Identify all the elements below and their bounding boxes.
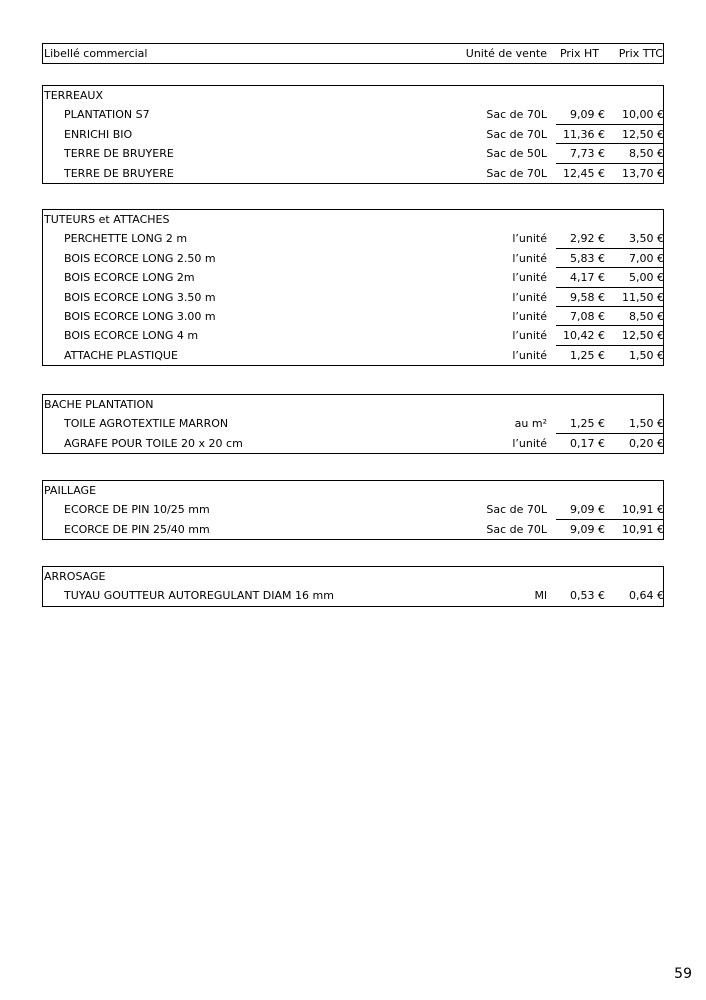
item-prix-ttc: 7,00 € <box>629 251 664 265</box>
table-row <box>43 268 663 287</box>
item-unit: l’unité <box>512 329 547 343</box>
item-prix-ttc: 1,50 € <box>629 348 664 362</box>
item-name: BOIS ECORCE LONG 4 m <box>64 329 199 343</box>
section-title: BACHE PLANTATION <box>44 398 154 411</box>
item-prix-ht: 10,42 € <box>563 329 605 343</box>
item-name: TOILE AGROTEXTILE MARRON <box>64 417 229 431</box>
table-row <box>43 307 663 326</box>
item-name: BOIS ECORCE LONG 2m <box>64 271 195 285</box>
table-row <box>43 434 663 453</box>
item-prix-ht: 5,83 € <box>570 251 605 265</box>
item-prix-ht: 1,25 € <box>570 417 605 431</box>
item-name: AGRAFE POUR TOILE 20 x 20 cm <box>64 436 243 450</box>
item-prix-ht: 9,58 € <box>570 290 605 304</box>
item-name: BOIS ECORCE LONG 2.50 m <box>64 251 216 265</box>
section-1 <box>42 209 664 366</box>
item-name: TERRE DE BRUYERE <box>64 166 174 180</box>
item-unit: Sac de 50L <box>486 147 547 161</box>
item-prix-ttc: 1,50 € <box>629 417 664 431</box>
item-prix-ht: 11,36 € <box>563 127 605 141</box>
item-prix-ht: 1,25 € <box>570 348 605 362</box>
item-name: ENRICHI BIO <box>64 127 133 141</box>
item-prix-ttc: 12,50 € <box>622 329 664 343</box>
item-prix-ttc: 0,20 € <box>629 436 664 450</box>
page-number: 59 <box>674 966 692 982</box>
section-title: TERREAUX <box>44 89 104 102</box>
item-unit: l’unité <box>512 271 547 285</box>
item-unit: l’unité <box>512 232 547 246</box>
item-name: PLANTATION S7 <box>64 108 150 122</box>
header-prix-ht: Prix HT <box>559 47 599 60</box>
item-prix-ttc: 10,91 € <box>622 503 664 517</box>
table-row <box>43 500 663 519</box>
item-prix-ht: 9,09 € <box>570 522 605 536</box>
item-prix-ttc: 3,50 € <box>629 232 664 246</box>
section-4 <box>42 566 664 607</box>
item-prix-ht: 9,09 € <box>570 108 605 122</box>
table-row <box>43 288 663 307</box>
item-unit: Sac de 70L <box>486 108 547 122</box>
table-row <box>43 586 663 605</box>
table-row <box>43 326 663 345</box>
item-unit: l’unité <box>512 290 547 304</box>
section-title: PAILLAGE <box>44 484 97 497</box>
table-row <box>43 164 663 183</box>
table-row <box>43 414 663 433</box>
item-prix-ht: 7,08 € <box>570 309 605 323</box>
item-prix-ht: 0,17 € <box>570 436 605 450</box>
item-unit: l’unité <box>512 436 547 450</box>
item-prix-ht: 0,53 € <box>570 589 605 603</box>
item-unit: l’unité <box>512 348 547 362</box>
item-unit: l’unité <box>512 309 547 323</box>
item-prix-ttc: 10,91 € <box>622 522 664 536</box>
table-row <box>43 346 663 365</box>
table-row <box>43 249 663 268</box>
item-prix-ttc: 10,00 € <box>622 108 664 122</box>
header-libelle: Libellé commercial <box>44 47 148 60</box>
item-prix-ttc: 8,50 € <box>629 147 664 161</box>
item-name: TUYAU GOUTTEUR AUTOREGULANT DIAM 16 mm <box>64 589 334 603</box>
item-unit: Sac de 70L <box>486 166 547 180</box>
table-row <box>43 125 663 144</box>
section-3 <box>42 480 664 540</box>
item-prix-ttc: 12,50 € <box>622 127 664 141</box>
item-prix-ttc: 13,70 € <box>622 166 664 180</box>
section-2 <box>42 394 664 454</box>
header-unite: Unité de vente <box>465 47 547 60</box>
item-unit: Sac de 70L <box>486 127 547 141</box>
item-prix-ttc: 0,64 € <box>629 589 664 603</box>
item-name: PERCHETTE LONG 2 m <box>64 232 188 246</box>
item-prix-ttc: 11,50 € <box>622 290 664 304</box>
item-unit: l’unité <box>512 251 547 265</box>
table-row <box>43 105 663 124</box>
item-unit: Sac de 70L <box>486 522 547 536</box>
table-header <box>42 43 664 64</box>
item-prix-ht: 12,45 € <box>563 166 605 180</box>
item-prix-ht: 4,17 € <box>570 271 605 285</box>
item-unit: au m² <box>514 417 547 431</box>
item-prix-ht: 2,92 € <box>570 232 605 246</box>
table-row <box>43 144 663 163</box>
item-prix-ht: 7,73 € <box>570 147 605 161</box>
item-name: ECORCE DE PIN 10/25 mm <box>64 503 210 517</box>
table-row <box>43 520 663 539</box>
item-prix-ht: 9,09 € <box>570 503 605 517</box>
section-title: ARROSAGE <box>44 570 106 583</box>
item-name: BOIS ECORCE LONG 3.00 m <box>64 309 216 323</box>
item-unit: Ml <box>534 589 547 603</box>
item-unit: Sac de 70L <box>486 503 547 517</box>
item-name: BOIS ECORCE LONG 3.50 m <box>64 290 216 304</box>
item-name: TERRE DE BRUYERE <box>64 147 174 161</box>
section-0 <box>42 85 664 184</box>
header-prix-ttc: Prix TTC <box>618 47 663 60</box>
item-name: ECORCE DE PIN 25/40 mm <box>64 522 210 536</box>
section-title: TUTEURS et ATTACHES <box>44 213 170 226</box>
table-row <box>43 229 663 248</box>
item-prix-ttc: 8,50 € <box>629 309 664 323</box>
item-prix-ttc: 5,00 € <box>629 271 664 285</box>
item-name: ATTACHE PLASTIQUE <box>64 348 178 362</box>
